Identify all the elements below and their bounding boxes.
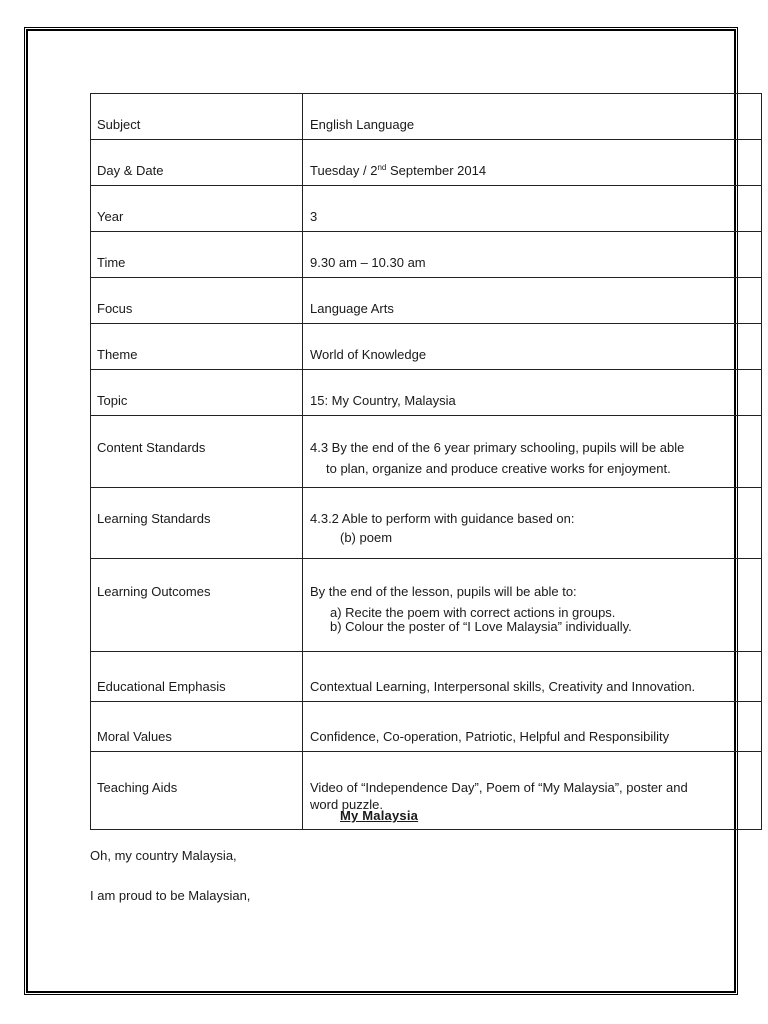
- row-label-theme: Theme: [91, 324, 303, 370]
- learning-standards-line1: 4.3.2 Able to perform with guidance based on:: [310, 511, 575, 526]
- teaching-aids-line2: word puzzle.: [310, 797, 383, 812]
- learning-standards-line2: (b) poem: [340, 530, 393, 545]
- outcome-list: [310, 606, 753, 634]
- row-label-subject: Subject: [91, 94, 303, 140]
- table-row: [91, 186, 762, 232]
- teaching-aids-line1: Video of “Independence Day”, Poem of “My Malaysia”, poster and: [310, 780, 688, 795]
- row-label-content-standards: Content Standards: [91, 416, 303, 488]
- date-text-month: September 2014: [386, 163, 487, 178]
- row-label-topic: Topic: [91, 370, 303, 416]
- row-value-theme: World of Knowledge: [303, 324, 762, 370]
- row-label-educational-emphasis: Educational Emphasis: [91, 652, 303, 702]
- row-label-teaching-aids: Teaching Aids: [91, 752, 303, 830]
- row-label-moral-values: Moral Values: [91, 702, 303, 752]
- row-value-time: 9.30 am – 10.30 am: [303, 232, 762, 278]
- row-label-learning-outcomes: Learning Outcomes: [91, 559, 303, 652]
- table-row: [91, 416, 762, 488]
- table-row: [91, 488, 762, 559]
- list-item: a) Recite the poem with correct actions in groups.: [330, 605, 616, 620]
- table-row: [91, 702, 762, 752]
- table-row: [91, 278, 762, 324]
- date-text: Tuesday / 2: [310, 163, 378, 178]
- row-value-learning-outcomes: [303, 559, 762, 652]
- poem-line: I am proud to be Malaysian,: [90, 888, 251, 903]
- row-value-moral-values: Confidence, Co-operation, Patriotic, Helpful and Responsibility: [303, 702, 762, 752]
- row-value-subject: English Language: [303, 94, 762, 140]
- poem-title: My Malaysia: [340, 808, 419, 823]
- table-row: [91, 94, 762, 140]
- content-standards-line1: 4.3 By the end of the 6 year primary schooling, pupils will be able: [310, 440, 685, 455]
- table-row: [91, 652, 762, 702]
- date-ordinal: nd: [377, 163, 387, 172]
- row-value-focus: Language Arts: [303, 278, 762, 324]
- row-label-date: Day & Date: [91, 140, 303, 186]
- table-row: [91, 324, 762, 370]
- lesson-plan-table: [90, 93, 762, 830]
- table-row: [91, 752, 762, 830]
- table-row: [91, 232, 762, 278]
- row-label-focus: Focus: [91, 278, 303, 324]
- row-label-time: Time: [91, 232, 303, 278]
- poem-line: Oh, my country Malaysia,: [90, 848, 237, 863]
- row-value-educational-emphasis: Contextual Learning, Interpersonal skills, Creativity and Innovation.: [303, 652, 762, 702]
- row-label-year: Year: [91, 186, 303, 232]
- table-row: [91, 370, 762, 416]
- list-item: b) Colour the poster of “I Love Malaysia” individually.: [330, 619, 632, 634]
- row-value-learning-standards: [303, 488, 762, 559]
- content-standards-line2: to plan, organize and produce creative works for enjoyment.: [326, 461, 671, 476]
- row-label-learning-standards: Learning Standards: [91, 488, 303, 559]
- learning-outcomes-intro: By the end of the lesson, pupils will be able to:: [310, 584, 577, 599]
- row-value-topic: 15: My Country, Malaysia: [303, 370, 762, 416]
- table-row: [91, 140, 762, 186]
- row-value-content-standards: [303, 416, 762, 488]
- table-row: [91, 559, 762, 652]
- row-value-year: 3: [303, 186, 762, 232]
- row-value-date: [303, 140, 762, 186]
